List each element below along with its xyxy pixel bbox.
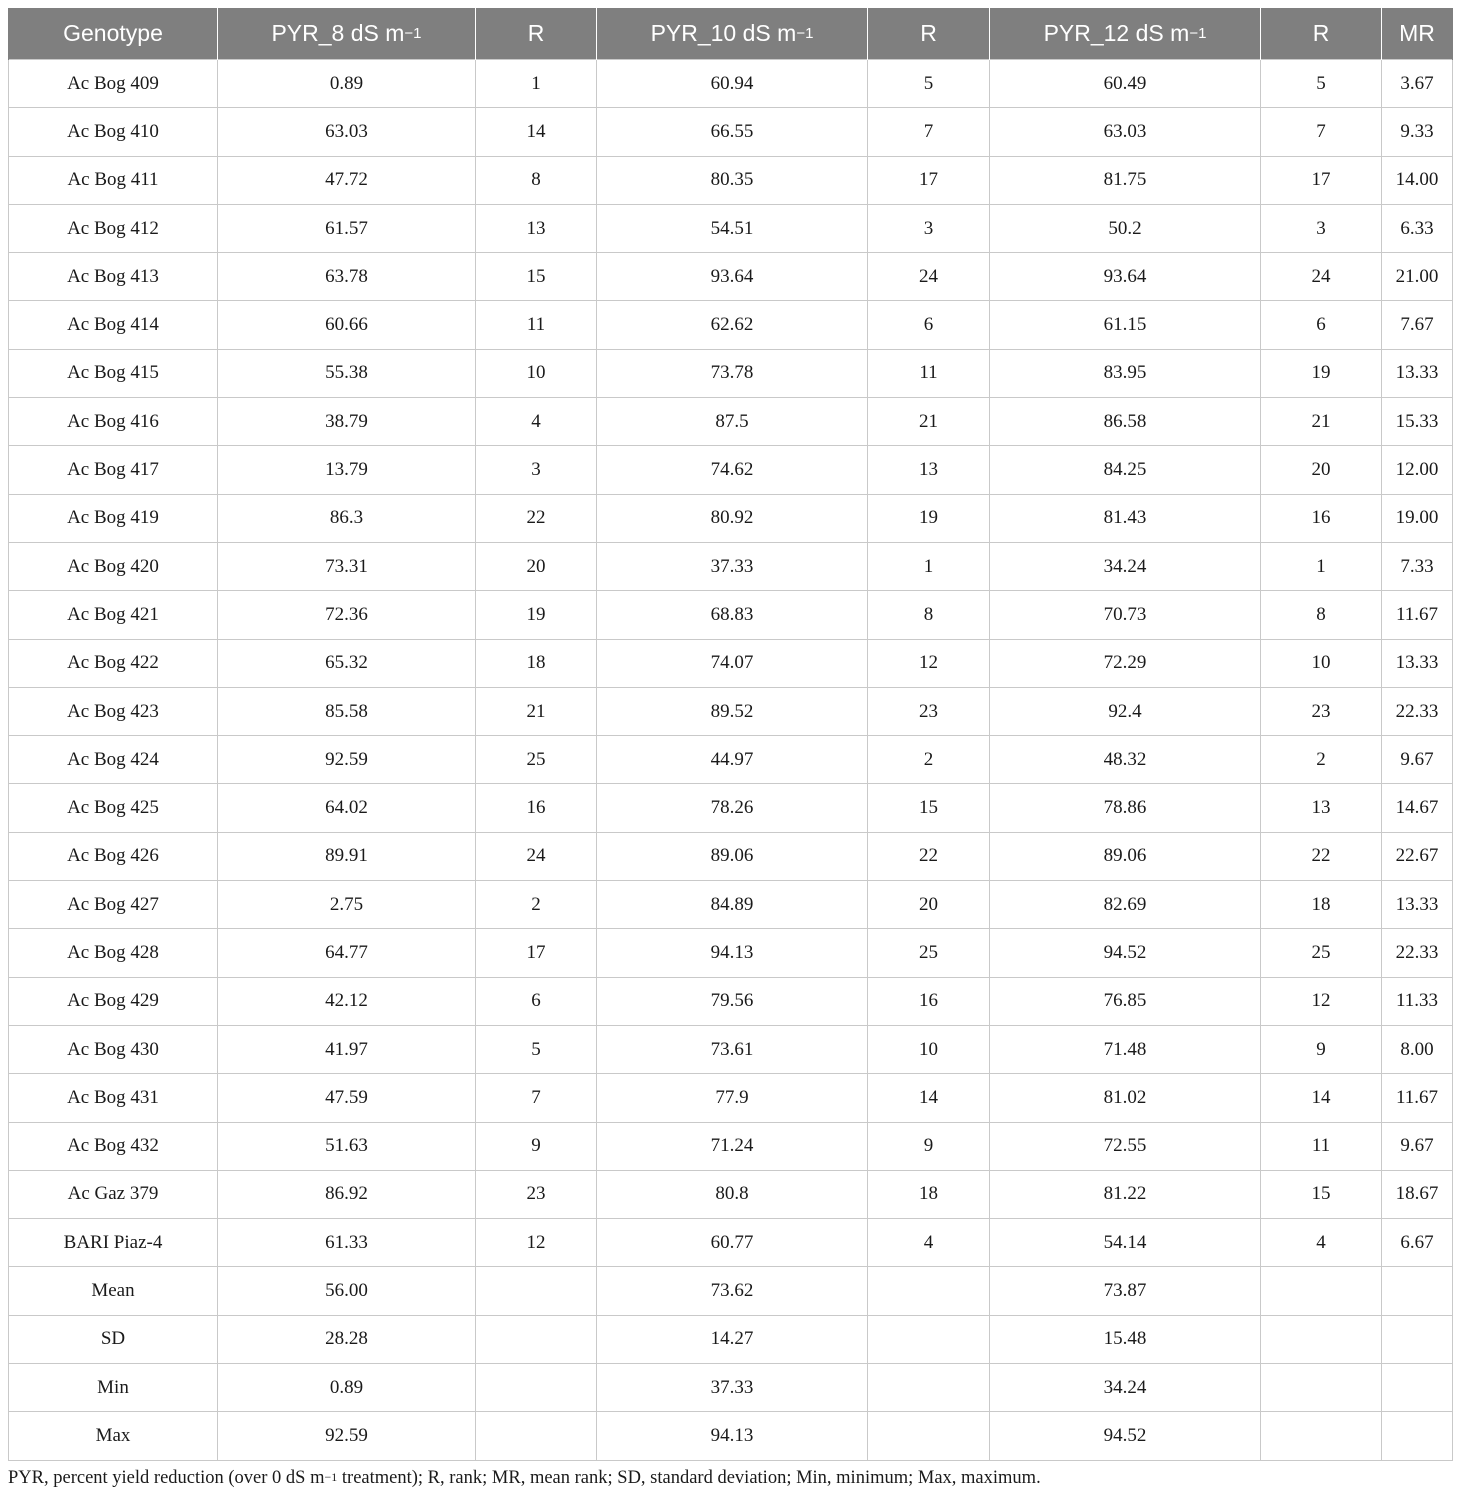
row-label-cell: Max xyxy=(9,1412,218,1460)
table-cell: 22.33 xyxy=(1382,929,1453,977)
table-cell: 15 xyxy=(868,784,990,832)
table-cell: 22 xyxy=(868,832,990,880)
table-row xyxy=(9,881,1453,929)
table-cell: 9 xyxy=(868,1122,990,1170)
table-cell: 64.77 xyxy=(218,929,476,977)
table-row xyxy=(9,542,1453,590)
table-row xyxy=(9,1315,1453,1363)
table-cell: 6 xyxy=(868,301,990,349)
footnote-text-after: treatment); R, rank; MR, mean rank; SD, standard deviation; Min, minimum; Max, maximum. xyxy=(337,1468,1041,1488)
row-label-cell: Ac Bog 417 xyxy=(9,446,218,494)
table-cell: 92.59 xyxy=(218,736,476,784)
row-label-cell: SD xyxy=(9,1315,218,1363)
table-cell: 47.72 xyxy=(218,156,476,204)
table-cell: 8.00 xyxy=(1382,1025,1453,1073)
table-cell: 56.00 xyxy=(218,1267,476,1315)
table-cell: 19 xyxy=(868,494,990,542)
table-cell: 87.5 xyxy=(597,398,868,446)
table-cell: 11.67 xyxy=(1382,591,1453,639)
table-cell: 6 xyxy=(476,977,597,1025)
table-cell: 25 xyxy=(476,736,597,784)
table-cell: 3 xyxy=(1261,204,1382,252)
table-row xyxy=(9,687,1453,735)
table-cell: 3 xyxy=(476,446,597,494)
table-cell: 44.97 xyxy=(597,736,868,784)
table-cell: 74.62 xyxy=(597,446,868,494)
table-cell: 11.33 xyxy=(1382,977,1453,1025)
table-cell xyxy=(868,1412,990,1460)
table-cell: 24 xyxy=(1261,253,1382,301)
table-cell: 22.67 xyxy=(1382,832,1453,880)
column-header-label: R xyxy=(920,20,937,46)
table-cell: 17 xyxy=(868,156,990,204)
table-cell: 62.62 xyxy=(597,301,868,349)
table-row xyxy=(9,494,1453,542)
table-cell: 8 xyxy=(1261,591,1382,639)
row-label-cell: Ac Bog 429 xyxy=(9,977,218,1025)
table-cell: 72.55 xyxy=(990,1122,1261,1170)
table-cell: 10 xyxy=(868,1025,990,1073)
table-row xyxy=(9,301,1453,349)
table-cell: 10 xyxy=(476,349,597,397)
table-row xyxy=(9,1122,1453,1170)
table-cell: 37.33 xyxy=(597,1364,868,1412)
table-cell: 89.91 xyxy=(218,832,476,880)
table-cell: 2 xyxy=(476,881,597,929)
table-cell: 41.97 xyxy=(218,1025,476,1073)
table-cell: 13.79 xyxy=(218,446,476,494)
table-cell: 13.33 xyxy=(1382,639,1453,687)
table-row xyxy=(9,1267,1453,1315)
column-header-superscript: −1 xyxy=(404,25,422,42)
table-row xyxy=(9,1170,1453,1218)
table-cell: 17 xyxy=(476,929,597,977)
table-cell: 2 xyxy=(868,736,990,784)
table-cell: 12 xyxy=(1261,977,1382,1025)
row-label-cell: Ac Bog 416 xyxy=(9,398,218,446)
footnote-text-before: PYR, percent yield reduction (over 0 dS m xyxy=(8,1468,325,1488)
table-cell: 10 xyxy=(1261,639,1382,687)
table-cell: 3.67 xyxy=(1382,60,1453,108)
table-row xyxy=(9,832,1453,880)
table-cell: 66.55 xyxy=(597,108,868,156)
table-cell: 2 xyxy=(1261,736,1382,784)
table-cell: 74.07 xyxy=(597,639,868,687)
table-cell xyxy=(868,1364,990,1412)
table-cell xyxy=(1261,1364,1382,1412)
table-cell xyxy=(1382,1267,1453,1315)
table-cell: 4 xyxy=(868,1219,990,1267)
table-row xyxy=(9,1364,1453,1412)
table-cell: 19 xyxy=(476,591,597,639)
column-header-label: Genotype xyxy=(63,20,163,46)
table-cell xyxy=(476,1412,597,1460)
table-cell: 81.75 xyxy=(990,156,1261,204)
table-cell: 47.59 xyxy=(218,1074,476,1122)
column-header xyxy=(476,8,597,60)
table-cell: 68.83 xyxy=(597,591,868,639)
column-header-superscript: −1 xyxy=(796,25,814,42)
table-cell: 19 xyxy=(1261,349,1382,397)
table-cell: 7 xyxy=(868,108,990,156)
table-cell: 13.33 xyxy=(1382,349,1453,397)
table-row xyxy=(9,204,1453,252)
row-label-cell: Ac Bog 430 xyxy=(9,1025,218,1073)
table-cell: 15 xyxy=(476,253,597,301)
table-cell: 34.24 xyxy=(990,542,1261,590)
table-row xyxy=(9,639,1453,687)
table-cell: 4 xyxy=(1261,1219,1382,1267)
table-cell: 6.67 xyxy=(1382,1219,1453,1267)
table-cell: 2.75 xyxy=(218,881,476,929)
table-cell: 9 xyxy=(1261,1025,1382,1073)
table-cell: 9.33 xyxy=(1382,108,1453,156)
table-cell: 61.15 xyxy=(990,301,1261,349)
table-cell: 73.31 xyxy=(218,542,476,590)
table-cell: 80.92 xyxy=(597,494,868,542)
row-label-cell: Ac Bog 432 xyxy=(9,1122,218,1170)
column-header xyxy=(868,8,990,60)
row-label-cell: Ac Bog 431 xyxy=(9,1074,218,1122)
table-row xyxy=(9,784,1453,832)
column-header xyxy=(1261,8,1382,60)
table-cell: 14.67 xyxy=(1382,784,1453,832)
table-cell: 92.4 xyxy=(990,687,1261,735)
table-row xyxy=(9,253,1453,301)
row-label-cell: Ac Bog 427 xyxy=(9,881,218,929)
table-cell: 54.14 xyxy=(990,1219,1261,1267)
table-cell: 18.67 xyxy=(1382,1170,1453,1218)
row-label-cell: BARI Piaz-4 xyxy=(9,1219,218,1267)
table-cell: 89.06 xyxy=(990,832,1261,880)
row-label-cell: Ac Bog 411 xyxy=(9,156,218,204)
table-header xyxy=(9,8,1453,60)
row-label-cell: Ac Gaz 379 xyxy=(9,1170,218,1218)
table-row xyxy=(9,1412,1453,1460)
table-cell xyxy=(476,1267,597,1315)
table-cell: 9.67 xyxy=(1382,1122,1453,1170)
table-cell: 1 xyxy=(1261,542,1382,590)
table-cell: 93.64 xyxy=(597,253,868,301)
table-row xyxy=(9,1074,1453,1122)
table-cell: 85.58 xyxy=(218,687,476,735)
table-cell: 50.2 xyxy=(990,204,1261,252)
table-cell: 7 xyxy=(1261,108,1382,156)
table-cell xyxy=(868,1267,990,1315)
table-cell: 78.86 xyxy=(990,784,1261,832)
table-cell: 20 xyxy=(868,881,990,929)
table-cell: 83.95 xyxy=(990,349,1261,397)
row-label-cell: Ac Bog 409 xyxy=(9,60,218,108)
table-cell: 61.57 xyxy=(218,204,476,252)
table-cell: 14 xyxy=(1261,1074,1382,1122)
table-cell: 72.36 xyxy=(218,591,476,639)
row-label-cell: Ac Bog 419 xyxy=(9,494,218,542)
table-cell: 63.03 xyxy=(990,108,1261,156)
table-cell: 73.87 xyxy=(990,1267,1261,1315)
table-cell: 81.22 xyxy=(990,1170,1261,1218)
table-cell: 38.79 xyxy=(218,398,476,446)
table-cell: 94.13 xyxy=(597,929,868,977)
table-cell: 86.92 xyxy=(218,1170,476,1218)
row-label-cell: Ac Bog 423 xyxy=(9,687,218,735)
table-cell xyxy=(868,1315,990,1363)
table-footnote xyxy=(8,1468,1452,1489)
table-cell: 92.59 xyxy=(218,1412,476,1460)
row-label-cell: Ac Bog 420 xyxy=(9,542,218,590)
table-cell: 12 xyxy=(476,1219,597,1267)
table-cell: 37.33 xyxy=(597,542,868,590)
header-row xyxy=(9,8,1453,60)
column-header xyxy=(990,8,1261,60)
yield-reduction-table xyxy=(8,8,1453,1461)
table-cell: 60.94 xyxy=(597,60,868,108)
table-cell: 89.06 xyxy=(597,832,868,880)
table-cell: 14.00 xyxy=(1382,156,1453,204)
table-row xyxy=(9,1025,1453,1073)
table-cell: 84.89 xyxy=(597,881,868,929)
column-header-label: PYR_10 dS m xyxy=(650,20,797,46)
table-cell: 79.56 xyxy=(597,977,868,1025)
table-cell: 81.02 xyxy=(990,1074,1261,1122)
table-cell: 22 xyxy=(1261,832,1382,880)
row-label-cell: Mean xyxy=(9,1267,218,1315)
table-cell: 13 xyxy=(1261,784,1382,832)
table-cell: 71.48 xyxy=(990,1025,1261,1073)
table-cell: 14 xyxy=(868,1074,990,1122)
table-cell: 14.27 xyxy=(597,1315,868,1363)
column-header xyxy=(597,8,868,60)
table-cell: 23 xyxy=(1261,687,1382,735)
row-label-cell: Min xyxy=(9,1364,218,1412)
table-cell: 24 xyxy=(476,832,597,880)
table-cell: 82.69 xyxy=(990,881,1261,929)
table-cell: 12.00 xyxy=(1382,446,1453,494)
table-cell: 11 xyxy=(476,301,597,349)
table-row xyxy=(9,977,1453,1025)
row-label-cell: Ac Bog 410 xyxy=(9,108,218,156)
row-label-cell: Ac Bog 425 xyxy=(9,784,218,832)
table-cell: 42.12 xyxy=(218,977,476,1025)
table-cell xyxy=(1382,1412,1453,1460)
table-cell: 73.62 xyxy=(597,1267,868,1315)
table-cell: 48.32 xyxy=(990,736,1261,784)
column-header xyxy=(1382,8,1453,60)
table-cell: 12 xyxy=(868,639,990,687)
table-row xyxy=(9,929,1453,977)
table-cell: 60.49 xyxy=(990,60,1261,108)
table-cell: 8 xyxy=(476,156,597,204)
table-cell: 24 xyxy=(868,253,990,301)
table-row xyxy=(9,108,1453,156)
row-label-cell: Ac Bog 415 xyxy=(9,349,218,397)
table-row xyxy=(9,349,1453,397)
table-cell xyxy=(1261,1267,1382,1315)
column-header xyxy=(9,8,218,60)
table-cell: 17 xyxy=(1261,156,1382,204)
footnote-superscript: −1 xyxy=(324,1470,338,1484)
row-label-cell: Ac Bog 426 xyxy=(9,832,218,880)
table-cell: 15.33 xyxy=(1382,398,1453,446)
table-cell: 77.9 xyxy=(597,1074,868,1122)
column-header xyxy=(218,8,476,60)
table-cell: 70.73 xyxy=(990,591,1261,639)
table-cell: 81.43 xyxy=(990,494,1261,542)
table-cell: 0.89 xyxy=(218,60,476,108)
table-cell: 22 xyxy=(476,494,597,542)
row-label-cell: Ac Bog 421 xyxy=(9,591,218,639)
table-cell: 18 xyxy=(868,1170,990,1218)
table-cell: 61.33 xyxy=(218,1219,476,1267)
table-cell: 23 xyxy=(476,1170,597,1218)
table-cell: 6 xyxy=(1261,301,1382,349)
table-cell: 94.13 xyxy=(597,1412,868,1460)
table-cell xyxy=(1261,1412,1382,1460)
table-cell: 16 xyxy=(1261,494,1382,542)
table-cell: 80.35 xyxy=(597,156,868,204)
row-label-cell: Ac Bog 414 xyxy=(9,301,218,349)
column-header-label: PYR_8 dS m xyxy=(271,20,405,46)
table-cell: 94.52 xyxy=(990,929,1261,977)
table-cell: 1 xyxy=(868,542,990,590)
table-cell: 3 xyxy=(868,204,990,252)
table-row xyxy=(9,736,1453,784)
table-cell: 18 xyxy=(1261,881,1382,929)
column-header-label: PYR_12 dS m xyxy=(1043,20,1190,46)
row-label-cell: Ac Bog 428 xyxy=(9,929,218,977)
row-label-cell: Ac Bog 412 xyxy=(9,204,218,252)
table-cell: 20 xyxy=(1261,446,1382,494)
table-row xyxy=(9,1219,1453,1267)
table-cell: 5 xyxy=(868,60,990,108)
table-cell: 34.24 xyxy=(990,1364,1261,1412)
table-cell: 64.02 xyxy=(218,784,476,832)
table-cell: 60.77 xyxy=(597,1219,868,1267)
table-cell: 16 xyxy=(476,784,597,832)
table-cell xyxy=(1261,1315,1382,1363)
row-label-cell: Ac Bog 422 xyxy=(9,639,218,687)
table-cell: 89.52 xyxy=(597,687,868,735)
table-cell: 11.67 xyxy=(1382,1074,1453,1122)
row-label-cell: Ac Bog 424 xyxy=(9,736,218,784)
table-body xyxy=(9,60,1453,1461)
table-cell: 80.8 xyxy=(597,1170,868,1218)
table-cell: 5 xyxy=(1261,60,1382,108)
table-cell: 60.66 xyxy=(218,301,476,349)
table-cell: 86.58 xyxy=(990,398,1261,446)
column-header-label: R xyxy=(1312,20,1330,46)
table-cell: 21 xyxy=(476,687,597,735)
table-cell: 78.26 xyxy=(597,784,868,832)
table-cell: 55.38 xyxy=(218,349,476,397)
table-cell: 63.78 xyxy=(218,253,476,301)
table-cell: 73.61 xyxy=(597,1025,868,1073)
table-cell: 76.85 xyxy=(990,977,1261,1025)
table-cell: 65.32 xyxy=(218,639,476,687)
table-cell: 19.00 xyxy=(1382,494,1453,542)
table-cell: 9 xyxy=(476,1122,597,1170)
column-header-superscript: −1 xyxy=(1189,25,1207,42)
table-cell: 7.33 xyxy=(1382,542,1453,590)
table-row xyxy=(9,60,1453,108)
table-cell: 20 xyxy=(476,542,597,590)
table-cell: 86.3 xyxy=(218,494,476,542)
table-cell: 73.78 xyxy=(597,349,868,397)
table-cell: 14 xyxy=(476,108,597,156)
table-cell: 25 xyxy=(868,929,990,977)
table-cell: 13 xyxy=(476,204,597,252)
table-cell: 21 xyxy=(1261,398,1382,446)
table-cell: 5 xyxy=(476,1025,597,1073)
table-cell: 15 xyxy=(1261,1170,1382,1218)
table-cell xyxy=(1382,1364,1453,1412)
row-label-cell: Ac Bog 413 xyxy=(9,253,218,301)
table-cell: 21.00 xyxy=(1382,253,1453,301)
table-cell: 11 xyxy=(1261,1122,1382,1170)
table-cell: 7.67 xyxy=(1382,301,1453,349)
table-cell: 25 xyxy=(1261,929,1382,977)
table-cell: 6.33 xyxy=(1382,204,1453,252)
table-cell: 4 xyxy=(476,398,597,446)
table-cell: 51.63 xyxy=(218,1122,476,1170)
table-cell: 0.89 xyxy=(218,1364,476,1412)
table-cell: 11 xyxy=(868,349,990,397)
table-cell: 16 xyxy=(868,977,990,1025)
table-cell xyxy=(1382,1315,1453,1363)
table-cell: 63.03 xyxy=(218,108,476,156)
table-cell: 54.51 xyxy=(597,204,868,252)
table-cell: 18 xyxy=(476,639,597,687)
table-cell xyxy=(476,1315,597,1363)
column-header-label: R xyxy=(527,20,545,46)
table-cell: 72.29 xyxy=(990,639,1261,687)
column-header-label: MR xyxy=(1399,20,1435,46)
table-cell: 13 xyxy=(868,446,990,494)
table-cell: 94.52 xyxy=(990,1412,1261,1460)
table-cell: 22.33 xyxy=(1382,687,1453,735)
table-cell: 93.64 xyxy=(990,253,1261,301)
table-cell: 1 xyxy=(476,60,597,108)
table-cell: 28.28 xyxy=(218,1315,476,1363)
table-cell: 9.67 xyxy=(1382,736,1453,784)
table-cell: 13.33 xyxy=(1382,881,1453,929)
table-row xyxy=(9,446,1453,494)
table-cell: 71.24 xyxy=(597,1122,868,1170)
table-cell: 84.25 xyxy=(990,446,1261,494)
table-cell: 8 xyxy=(868,591,990,639)
table-cell: 7 xyxy=(476,1074,597,1122)
table-row xyxy=(9,591,1453,639)
table-cell: 23 xyxy=(868,687,990,735)
table-row xyxy=(9,156,1453,204)
table-cell: 15.48 xyxy=(990,1315,1261,1363)
table-cell xyxy=(476,1364,597,1412)
table-container xyxy=(8,8,1452,1461)
table-cell: 21 xyxy=(868,398,990,446)
table-row xyxy=(9,398,1453,446)
